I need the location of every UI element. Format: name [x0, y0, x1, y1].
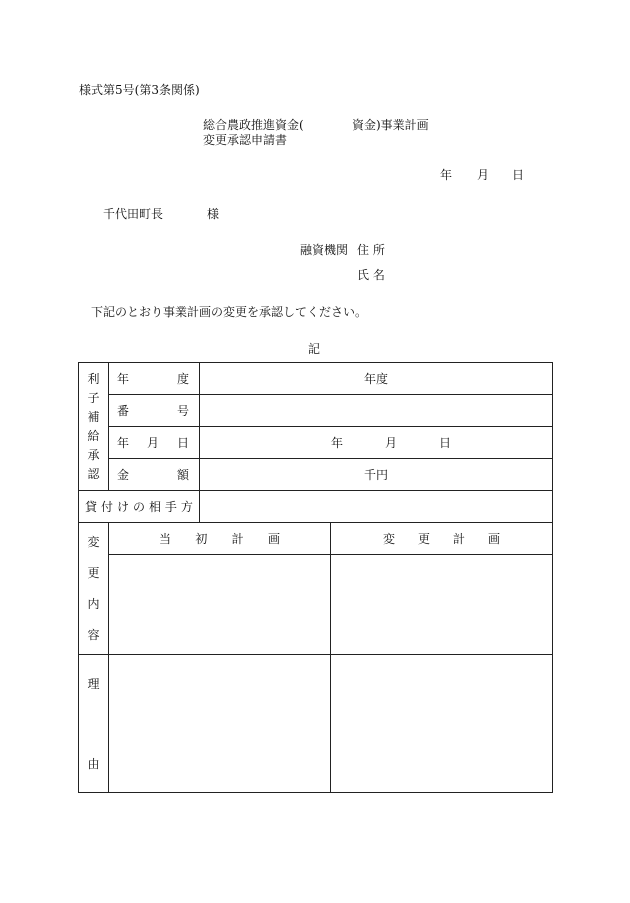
- approval-char: 給: [87, 428, 100, 443]
- number-label-cell: 番 号: [109, 395, 200, 427]
- year-label-cell: 年 度: [109, 363, 200, 395]
- request-text: 下記のとおり事業計画の変更を承認してください。: [91, 305, 368, 319]
- changed-plan-content[interactable]: [331, 555, 553, 655]
- approval-char: 承: [87, 447, 100, 462]
- application-table: [78, 362, 553, 793]
- ki-label: 記: [308, 342, 321, 356]
- year-suffix: 年度: [364, 372, 389, 386]
- institution-label: 融資機関: [300, 243, 349, 257]
- approval-group-cell: [79, 363, 109, 491]
- changed-plan-header: 変 更 計 画: [331, 523, 553, 555]
- original-plan-header: 当 初 計 画: [109, 523, 331, 555]
- reason-group-cell: 理 由: [79, 655, 109, 793]
- date-value-cell[interactable]: 年 月 日: [200, 427, 553, 459]
- title-line1-left: 総合農政推進資金(: [203, 118, 304, 132]
- original-plan-content[interactable]: [109, 555, 331, 655]
- title-line1-right: 資金)事業計画: [352, 118, 429, 132]
- lender-value-cell[interactable]: [200, 491, 553, 523]
- form-number: 様式第5号(第3条関係): [79, 83, 200, 97]
- original-reason-content[interactable]: [109, 655, 331, 793]
- honorific: 様: [207, 207, 220, 221]
- changed-reason-content[interactable]: [331, 655, 553, 793]
- date-year: 年: [440, 168, 453, 182]
- addressee: 千代田町長: [103, 207, 164, 221]
- approval-char: 利: [87, 371, 100, 386]
- year-value-cell[interactable]: [200, 363, 553, 395]
- approval-char: 子: [87, 390, 100, 405]
- approval-char: 認: [87, 466, 100, 481]
- address-label: 住 所: [357, 243, 385, 257]
- name-label: 氏 名: [357, 268, 385, 282]
- amount-label-cell: 金 額: [109, 459, 200, 491]
- number-value-cell[interactable]: [200, 395, 553, 427]
- date-label-cell: 年 月 日: [109, 427, 200, 459]
- amount-unit: 千円: [364, 468, 389, 482]
- title-line2: 変更承認申請書: [203, 133, 288, 147]
- approval-char: 補: [87, 409, 100, 424]
- date-day: 日: [512, 168, 525, 182]
- amount-value-cell[interactable]: [200, 459, 553, 491]
- date-month: 月: [477, 168, 490, 182]
- change-group-cell: 変 更 内 容: [79, 523, 109, 655]
- lender-label-cell: 貸 付 け の 相 手 方: [79, 491, 200, 523]
